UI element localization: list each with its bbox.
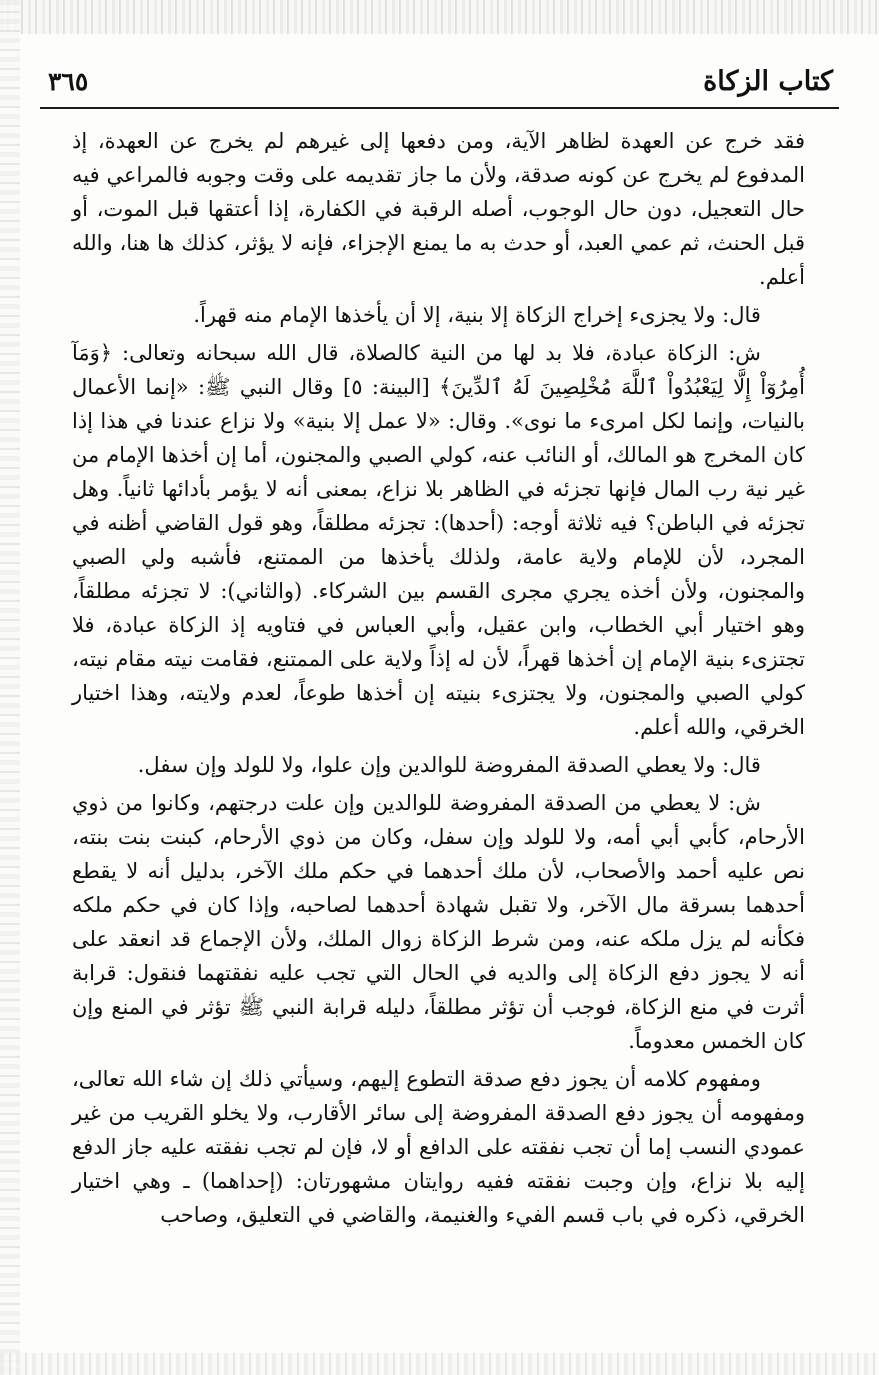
scan-border-top (0, 0, 879, 34)
paragraph-mafhum: ومفهوم كلامه أن يجوز دفع صدقة التطوع إليهم، وسيأتي ذلك إن شاء الله تعالى، ومفهومه أن يجوز دفع الصدقة المفروضة إلى سائر الأقارب، ولا يخلو القريب من غير عمودي النسب إما أن تجب نفقته على الدافع أو لا، فإن لم تجب نفقته عليه جاز الدفع إليه بلا نزاع، وإن وجبت نفقته ففيه روايتان مشهورتان: (إحداهما) ـ وهي اختيار الخرقي، ذكره في باب قسم الفيء والغنيمة، والقاضي في التعليق، وصاحب (72, 1067, 805, 1228)
running-header (40, 62, 839, 102)
main-text (72, 124, 805, 1237)
paragraph-matn-walidayn: قال: ولا يعطي الصدقة المفروضة للوالدين وإن علوا، ولا للولد وإن سفل. (137, 753, 761, 778)
scan-border-left (0, 0, 20, 1375)
page-number: ٣٦٥ (48, 67, 89, 96)
header-rule (40, 107, 839, 109)
book-title: كتاب الزكاة (703, 66, 833, 97)
paragraph-matn-niyyah: قال: ولا يجزىء إخراج الزكاة إلا بنية، إلا أن يأخذها الإمام منه قهراً. (193, 303, 761, 328)
paragraph-sharh-walidayn: ش: لا يعطي من الصدقة المفروضة للوالدين وإن علت درجتهم، وكانوا من ذوي الأرحام، كأبي أبي أمه، ولا للولد وإن سفل، وكان من ذوي الأرحام، كبنت بنت بنته، نص عليه أحمد والأصحاب، لأن ملك أحدهما في حكم ملك الآخر، بدليل أنه لا يقطع أحدهما بسرقة مال الآخر، ولا تقبل شهادة أحدهما لصاحبه، وإذا كان في حكم ملكه فكأنه لم يزل ملكه عنه، ومن شرط الزكاة زوال الملك، ولأن الإجماع قد انعقد على أنه لا يجوز دفع الزكاة إلى والديه في الحال التي تجب عليه نفقتهما فنقول: قرابة أثرت في منع الزكاة، فوجب أن تؤثر مطلقاً، دليله قرابة النبي ﷺ تؤثر في المنع وإن كان الخمس معدوماً. (72, 791, 805, 1054)
paragraph-continuation: فقد خرج عن العهدة لظاهر الآية، ومن دفعها إلى غيرهم لم يخرج عن العهدة، إذ المدفوع لم يخرج عن كونه صدقة، ولأن ما جاز تقديمه على وقت وجوبه فالمراعي فيه حال التعجيل، دون حال الوجوب، أصله الرقبة في الكفارة، إذا أعتقها قبل الموت، أو قبل الحنث، ثم عمي العبد، أو حدث به ما يمنع الإجزاء، فإنه لا يؤثر، كذلك ها هنا، والله أعلم. (72, 129, 805, 290)
paragraph-sharh-niyyah: ش: الزكاة عبادة، فلا بد لها من النية كالصلاة، قال الله سبحانه وتعالى: ﴿وَمَآ أُمِرُوٓاْ إِلَّا لِيَعْبُدُواْ ٱللَّهَ مُخْلِصِينَ لَهُ ٱلدِّينَ﴾ [البينة: ٥] وقال النبي ﷺ: «إنما الأعمال بالنيات، وإنما لكل امرىء ما نوى». وقال: «لا عمل إلا بنية» ولا نزاع عندنا في هذا إذا كان المخرج هو المالك، أو النائب عنه، كولي الصبي والمجنون، أما إن أخذها الإمام من غير نية رب المال فإنها تجزئه في الظاهر بلا نزاع، بمعنى أنه لا يؤمر بأدائها ثانياً. وهل تجزئه في الباطن؟ فيه ثلاثة أوجه: (أحدها): تجزئه مطلقاً، وهو قول القاضي أظنه في المجرد، لأن للإمام ولاية عامة، ولذلك يأخذها من الممتنع، فأشبه ولي الصبي والمجنون، ولأن أخذه يجري مجرى القسم بين الشركاء. (والثاني): لا تجزئه مطلقاً، وهو اختيار أبي الخطاب، وابن عقيل، وأبي العباس في فتاويه إذ الزكاة عبادة، فلا تجتزىء بنية الإمام إن أخذها قهراً، لأن له إذاً ولاية على الممتنع، فقامت نيته مقام نيته، كولي الصبي والمجنون، ولا يجتزىء بنيته إن أخذها طوعاً، لعدم ولايته، وهذا اختيار الخرقي، والله أعلم. (72, 341, 805, 740)
scan-border-bottom (0, 1353, 879, 1375)
